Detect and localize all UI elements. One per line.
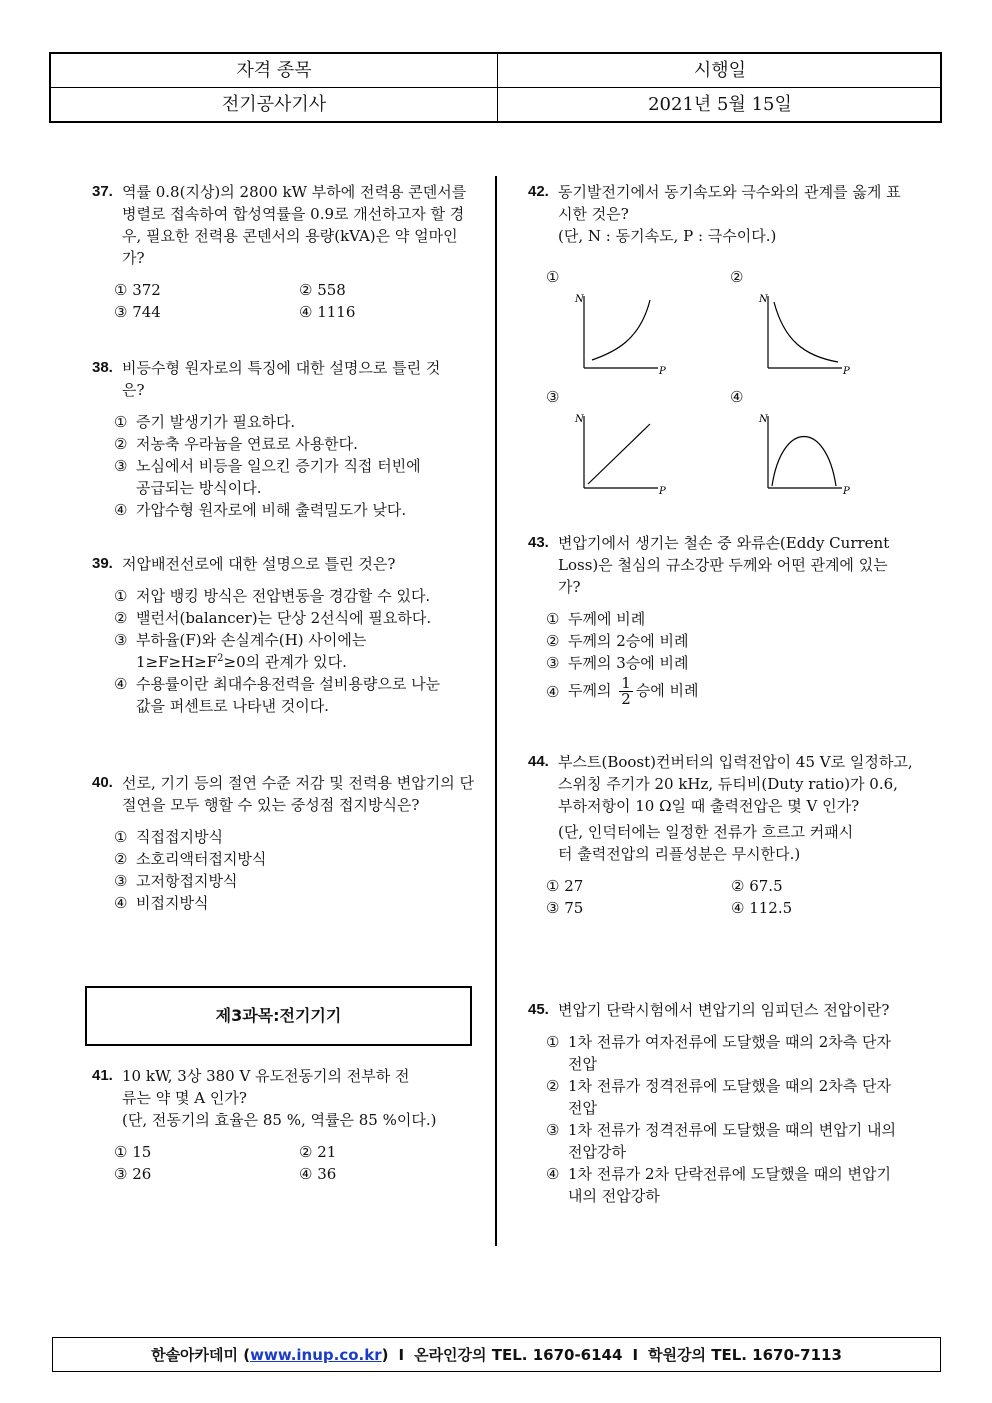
question-note: (단, 전동기의 효율은 85 %, 역률은 85 %이다.) [122,1111,437,1129]
option-2[interactable]: ② 21 [299,1143,337,1161]
option-3[interactable]: ③ 노심에서 비등을 일으킨 증기가 직접 터빈에 공급되는 방식이다. [114,457,421,497]
option-4[interactable]: ④ 가압수형 원자로에 비해 출력밀도가 낮다. [114,501,407,519]
online-lecture-phone: 온라인강의 TEL. 1670-6144 [414,1345,623,1364]
question-42 [528,181,908,247]
footer-separator: I [632,1345,639,1364]
options [528,875,913,919]
exam-date-label: 시행일 [693,59,747,81]
option-3[interactable]: ③ 1차 전류가 정격전류에 도달했을 때의 변압기 내의 전압강하 [546,1121,896,1161]
option-2[interactable]: ② 두께의 2승에 비례 [546,632,689,650]
question-text: 부스트(Boost)컨버터의 입력전압이 45 V로 일정하고, 스위칭 주기가 20 kHz, 듀티비(Duty ratio)가 0.6, 부하저항이 10 Ω일 때 출력전압은 몇 V 인가? [558,753,913,815]
option-3[interactable]: ③ 75 [546,899,584,917]
question-text: 동기발전기에서 동기속도와 극수와의 관계를 옳게 표시한 것은? [558,183,901,223]
graph-option-1-mark[interactable]: ① [546,268,560,286]
question-note: (단, N : 동기속도, P : 극수이다.) [558,227,777,245]
exam-date-value: 2021년 5월 15일 [648,94,792,115]
footer-separator: I [398,1345,405,1364]
question-number: 37. [92,183,113,200]
option-2[interactable]: ② 밸런서(balancer)는 단상 2선식에 필요하다. [114,609,432,627]
options [92,585,477,717]
options [92,826,477,914]
svg-text:N: N [575,414,584,425]
graph-option-3[interactable] [570,410,680,500]
question-text: 저압배전선로에 대한 설명으로 틀린 것은? [122,555,396,573]
option-4[interactable]: ④ 112.5 [731,899,793,917]
section-title-box [85,986,472,1046]
graph-option-1[interactable] [570,290,680,380]
question-number: 44. [528,753,549,770]
option-1[interactable]: ① 두께에 비례 [546,610,646,628]
option-2[interactable]: ② 1차 전류가 정격전류에 도달했을 때의 2차측 단자전압 [546,1077,892,1117]
question-text: 변압기 단락시험에서 변압기의 임피던스 전압이란? [558,1001,890,1019]
svg-text:N: N [575,294,584,305]
exam-header-table [49,52,942,123]
header-row-labels [51,54,940,88]
question-text: 10 kW, 3상 380 V 유도전동기의 전부하 전류는 약 몇 A 인가? [122,1067,410,1107]
options [92,411,477,521]
option-2[interactable]: ② 558 [299,281,346,299]
section-title: 제3과목:전기기기 [215,1006,342,1025]
options [528,1031,898,1207]
graph-option-4[interactable] [754,410,864,500]
question-38 [92,357,477,521]
option-1[interactable]: ① 저압 뱅킹 방식은 전압변동을 경감할 수 있다. [114,587,431,605]
exam-subject-label: 자격 종목 [51,54,498,87]
option-3[interactable]: ③ 26 [114,1165,152,1183]
column-divider [495,176,497,1246]
question-number: 43. [528,534,549,551]
graph-option-4-mark[interactable]: ④ [730,388,744,406]
option-3[interactable]: ③ 부하율(F)와 손실계수(H) 사이에는 $1\ge F\ge H\ge F^2\ge 0$의 관계가 있다. [114,631,367,671]
question-40 [92,772,477,914]
question-39 [92,553,477,717]
option-4[interactable]: ④ 1116 [299,303,356,321]
option-3[interactable]: ③ 744 [114,303,161,321]
options [92,1141,482,1185]
question-number: 38. [92,359,113,376]
exam-subject-value: 전기공사기사 [51,88,498,122]
svg-text:N: N [759,294,768,305]
question-text: 비등수형 원자로의 특징에 대한 설명으로 틀린 것은? [122,359,441,399]
academy-url-link[interactable]: www.inup.co.kr [250,1345,382,1364]
question-text: 선로, 기기 등의 절연 수준 저감 및 전력용 변압기의 단절연을 모두 행할 수 있는 중성점 접지방식은? [122,774,474,814]
question-number: 41. [92,1067,113,1084]
option-4[interactable]: ④ 36 [299,1165,337,1183]
option-4[interactable]: ④ 수용률이란 최대수용전력을 설비용량으로 나눈 값을 퍼센트로 나타낸 것이다. [114,675,441,715]
question-number: 42. [528,183,549,200]
option-4[interactable]: ④ 두께의 $\frac{1}{2}$ 승에 비례 [546,674,699,708]
question-45 [528,999,898,1207]
option-3-line2: $1\ge F\ge H\ge F^2\ge 0$의 관계가 있다. [136,653,347,671]
academy-name: 한솔아카데미 ( [151,1345,251,1364]
academy-lecture-phone: 학원강의 TEL. 1670-7113 [648,1345,842,1364]
question-41 [92,1065,482,1185]
option-1[interactable]: ① 372 [114,281,161,299]
option-1[interactable]: ① 직접접지방식 [114,828,223,846]
option-2[interactable]: ② 67.5 [731,877,783,895]
graph-option-3-mark[interactable]: ③ [546,388,560,406]
option-2[interactable]: ② 소호리액터접지방식 [114,850,267,868]
graph-option-2[interactable] [754,290,864,380]
graph-option-2-mark[interactable]: ② [730,268,744,286]
question-43 [528,532,898,707]
question-37 [92,181,477,323]
option-1[interactable]: ① 1차 전류가 여자전류에 도달했을 때의 2차측 단자전압 [546,1033,892,1073]
question-number: 39. [92,555,113,572]
option-4[interactable]: ④ 1차 전류가 2차 단락전류에 도달했을 때의 변압기 내의 전압강하 [546,1165,892,1205]
question-text: 변압기에서 생기는 철손 중 와류손(Eddy Current Loss)은 철심의 규소강판 두께와 어떤 관계에 있는가? [558,534,890,596]
option-1[interactable]: ① 27 [546,877,584,895]
fraction: $\frac{1}{2}$ [621,674,631,708]
header-row-values [51,88,940,122]
option-3[interactable]: ③ 고저항접지방식 [114,872,238,890]
svg-text:P: P [843,486,850,497]
options [92,279,477,323]
option-3-line1: 부하율(F)와 손실계수(H) 사이에는 [136,631,367,649]
question-number: 40. [92,774,113,791]
svg-text:P: P [843,366,850,377]
question-44 [528,751,913,919]
option-2[interactable]: ② 저농축 우라늄을 연료로 사용한다. [114,435,358,453]
question-number: 45. [528,1001,549,1018]
svg-text:P: P [659,486,666,497]
options [528,608,898,707]
option-1[interactable]: ① 증기 발생기가 필요하다. [114,413,296,431]
footer-bar: 한솔아카데미 ( www.inup.co.kr ) I 온라인강의 TEL. 1670-6144 I 학원강의 TEL. 1670-7113 [52,1337,941,1372]
question-note: (단, 인덕터에는 일정한 전류가 흐르고 커패시터 출력전압의 리플성분은 무시한다.) [558,823,854,863]
svg-text:P: P [659,366,666,377]
option-1[interactable]: ① 15 [114,1143,152,1161]
svg-text:N: N [759,414,768,425]
question-text: 역률 0.8(지상)의 2800 kW 부하에 전력용 콘덴서를 병렬로 접속하여 합성역률을 0.9로 개선하고자 할 경우, 필요한 전력용 콘덴서의 용량(kVA)은 약 얼마인가? [122,183,467,267]
option-4[interactable]: ④ 비접지방식 [114,894,209,912]
option-3[interactable]: ③ 두께의 3승에 비례 [546,654,689,672]
